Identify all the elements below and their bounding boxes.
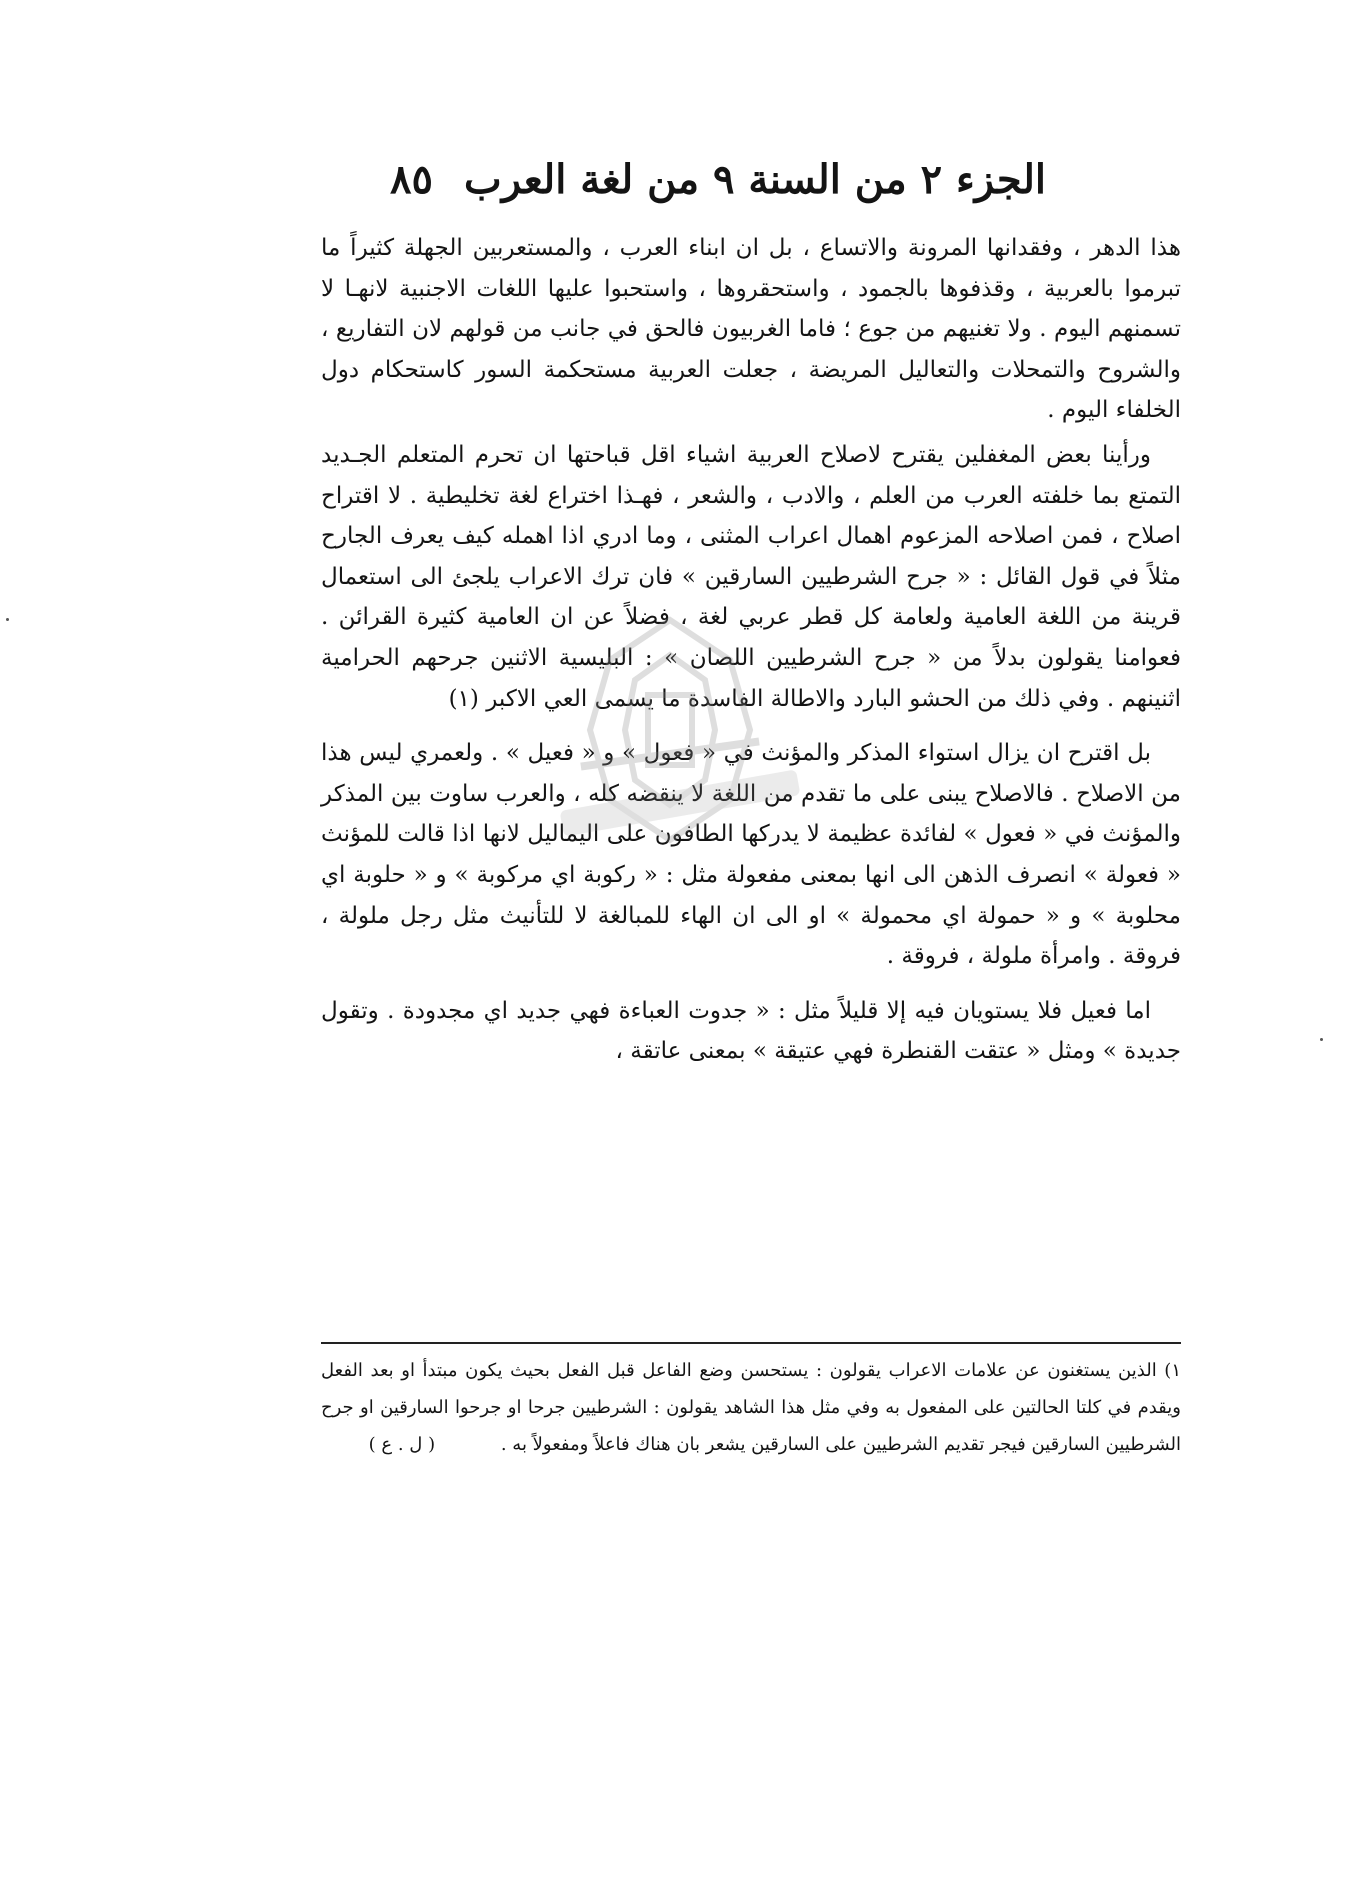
body-text <box>321 228 1181 1072</box>
scan-speck <box>1320 1038 1323 1041</box>
paragraph: ورأينا بعض المغفلين يقترح لاصلاح العربية اشياء اقل قباحتها ان تحرم المتعلم الجـديد التمتع بما خلفته العرب من العلم ، والادب ، والشعر ، فهـذا اختراع لغة تخليطية . لا اقتراح اصلاح ، فمن اصلاحه المزعوم اهمال اعراب المثنى ، وما ادري اذا اهمله كيف يعرف الجارح مثلاً في قول القائل : « جرح الشرطيين السارقين » فان ترك الاعراب يلجئ الى استعمال قرينة من اللغة العامية ولعامة كل قطر عربي لغة ، فضلاً عن ان العامية كثيرة القرائن . فعوامنا يقولون بدلاً من « جرح الشرطيين اللصان » : البليسية الاثنين جرحهم الحرامية اثنينهم . وفي ذلك من الحشو البارد والاطالة الفاسدة ما يسمى العي الاكبر (١) <box>321 441 1181 712</box>
footnote-text: ١) الذين يستغنون عن علامات الاعراب يقولون : يستحسن وضع الفاعل قبل الفعل بحيث يكون مبتدأ او بعد الفعل ويقدم في كلتا الحالتين على المفعول به وفي مثل هذا الشاهد يقولون : الشرطيين جرحا او جرحوا السارقين او جرح الشرطيين السارقين فيجر تقديم الشرطيين على السارقين يشعر بان هناك فاعلاً ومفعولاً به . <box>321 1360 1181 1455</box>
footnote-signature: ( ل . ع ) <box>368 1434 436 1455</box>
footnote <box>321 1352 1181 1463</box>
paragraph: هذا الدهر ، وفقدانها المرونة والاتساع ، بل ان ابناء العرب ، والمستعربين الجهلة كثيراً ما تبرموا بالعربية ، وقذفوها بالجمود ، واستحقروها ، واستحبوا عليها اللغات الاجنبية لانهـا لا تسمنهم اليوم . ولا تغنيهم من جوع ؛ فاما الغربيون فالحق في جانب من قولهم لان التفاريع ، والشروح والتمحلات والتعاليل المريضة ، جعلت العربية مستحكمة السور كاستحكام دول الخلفاء اليوم . <box>321 235 1181 424</box>
running-head: الجزء ٢ من السنة ٩ من لغة العرب <box>464 156 1046 203</box>
page-number: ٨٥ <box>390 156 433 203</box>
paragraph: اما فعيل فلا يستويان فيه إلا قليلاً مثل : « جدوت العباءة فهي جديد اي مجدودة . وتقول جديدة » ومثل « عتقت القنطرة فهي عتيقة » بمعنى عاتقة ، <box>321 997 1181 1065</box>
scan-speck <box>6 618 9 621</box>
footnote-divider <box>321 1342 1181 1344</box>
page-header <box>390 148 1046 212</box>
paragraph: بل اقترح ان يزال استواء المذكر والمؤنث في « فعول » و « فعيل » . ولعمري ليس هذا من الاصلاح . فالاصلاح يبنى على ما تقدم من اللغة لا ينقضه كله ، والعرب ساوت بين المذكر والمؤنث في « فعول » لفائدة عظيمة لا يدركها الطافون على اليماليل لانها اذا قالت للمؤنث « فعولة » انصرف الذهن الى انها بمعنى مفعولة مثل : « ركوبة اي مركوبة » و « حلوبة اي محلوبة » و « حمولة اي محمولة » او الى ان الهاء للمبالغة لا للتأنيث مثل رجل ملولة ، فروقة . وامرأة ملولة ، فروقة . <box>321 740 1181 970</box>
